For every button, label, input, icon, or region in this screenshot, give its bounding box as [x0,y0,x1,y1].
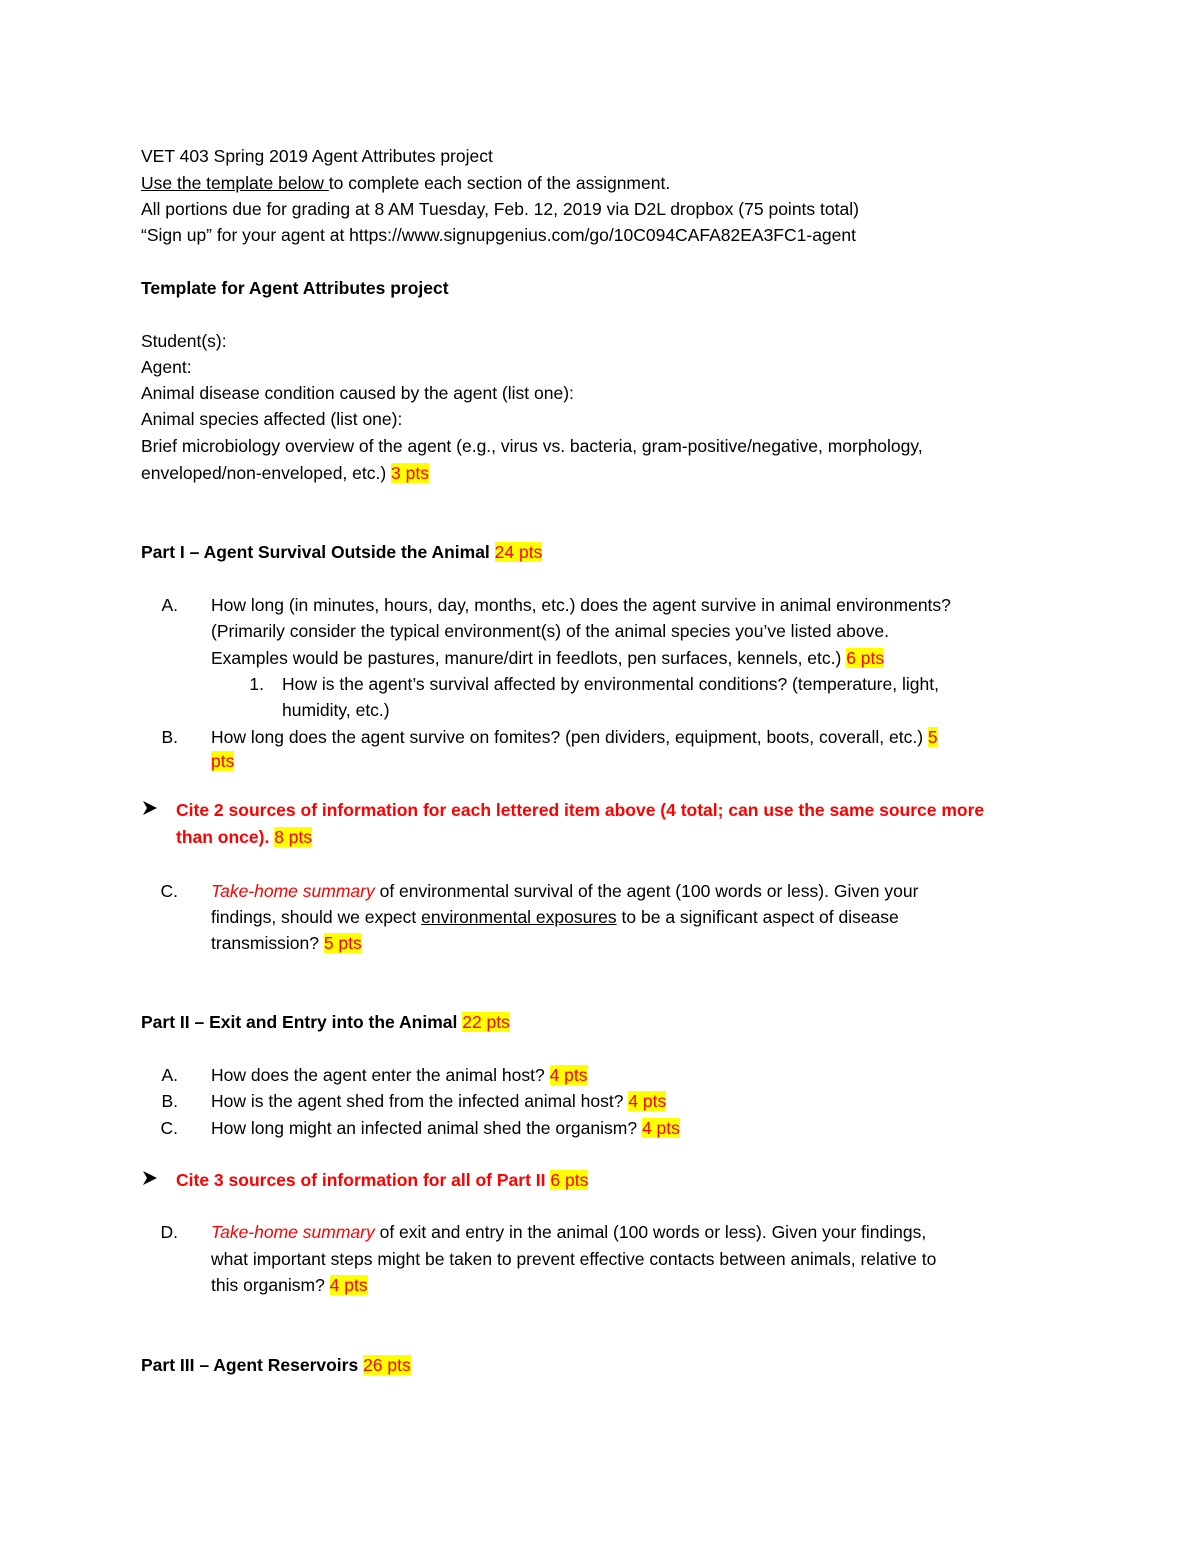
part-2-d-line-3 [211,1274,368,1296]
arrow-bullet-icon [141,1169,159,1192]
points-badge: 3 pts [391,463,429,483]
points-badge: 26 pts [363,1355,411,1375]
template-link-text: Use the template below [141,173,329,193]
points-badge: 6 pts [550,1170,589,1190]
list-marker: B. [161,727,178,747]
part-2-d-line-2: what important steps might be taken to prevent effective contacts between animals, relative to [211,1249,937,1269]
part-1-c-line-2-a: findings, should we expect [211,907,422,927]
field-students: Student(s): [141,331,227,351]
part-1-b-line-2 [211,750,234,772]
part-2-b [211,1090,666,1112]
part-1-a-line-1: How long (in minutes, hours, day, months, etc.) does the agent survive in animal environments? [211,595,951,615]
part-1-c-line-1 [211,880,918,902]
part-1-b-line-1 [211,726,938,748]
part-1-a1-line-1: How is the agent’s survival affected by environmental conditions? (temperature, light, [282,674,939,694]
part-1-c-line-2-b: to be a significant aspect of disease [616,907,899,927]
part-1-c-line-1-text: of environmental survival of the agent (100 words or less). Given your [374,881,919,901]
part-2-d-line-1-text: of exit and entry in the animal (100 words or less). Given your findings, [374,1222,927,1242]
points-badge: 6 pts [846,648,885,668]
part-2-d-line-1 [211,1221,926,1243]
part-1-c-line-2 [211,906,899,928]
header-line-2-rest: to complete each section of the assignment. [328,173,671,193]
points-badge: 5 pts [323,933,362,953]
field-agent: Agent: [141,357,192,377]
part-2-cite [176,1169,588,1191]
field-micro-line-2-text: enveloped/non-enveloped, etc.) [141,463,392,483]
points-badge: 4 pts [641,1118,680,1138]
take-home-summary-label: Take-home summary [211,881,375,901]
template-title: Template for Agent Attributes project [141,278,449,298]
field-species: Animal species affected (list one): [141,409,403,429]
part-2-a-text: How does the agent enter the animal host? [211,1065,550,1085]
part-3-heading [141,1354,411,1376]
field-disease: Animal disease condition caused by the agent (list one): [141,383,574,403]
part-2-cite-text: Cite 3 sources of information for all of Part II [176,1170,551,1190]
part-2-a [211,1064,588,1086]
part-1-cite-line-1: Cite 2 sources of information for each lettered item above (4 total; can use the same source more [176,800,985,820]
list-marker: C. [160,1118,178,1138]
points-badge: 4 pts [628,1091,667,1111]
part-1-a1-line-2: humidity, etc.) [282,700,390,720]
part-2-d-line-3-text: this organism? [211,1275,330,1295]
part-1-c-line-3-text: transmission? [211,933,324,953]
part-1-title: Part I – Agent Survival Outside the Animal [141,542,495,562]
part-1-cite-line-2 [176,826,312,848]
part-1-a-line-3-text: Examples would be pastures, manure/dirt in feedlots, pen surfaces, kennels, etc.) [211,648,847,668]
part-2-heading [141,1011,510,1033]
part-2-b-text: How is the agent shed from the infected animal host? [211,1091,629,1111]
list-marker: A. [161,595,178,615]
header-line-1: VET 403 Spring 2019 Agent Attributes project [141,146,493,166]
part-1-a-line-3 [211,647,884,669]
list-marker: 1. [249,674,264,694]
field-micro-line-2 [141,462,429,484]
part-2-title: Part II – Exit and Entry into the Animal [141,1012,463,1032]
list-marker: A. [161,1065,178,1085]
header-line-4: “Sign up” for your agent at https://www.signupgenius.com/go/10C094CAFA82EA3FC1-agent [141,225,856,245]
list-marker: D. [160,1222,178,1242]
points-badge: 8 pts [274,827,313,847]
part-3-title: Part III – Agent Reservoirs [141,1355,364,1375]
part-1-cite-line-2-text: than once). [176,827,275,847]
header-line-2 [141,172,670,194]
arrow-bullet-icon [141,799,159,822]
points-badge: 4 pts [329,1275,368,1295]
header-line-3: All portions due for grading at 8 AM Tuesday, Feb. 12, 2019 via D2L dropbox (75 points total) [141,199,859,219]
part-1-heading [141,541,542,563]
points-badge: 24 pts [494,542,543,562]
list-marker: C. [160,881,178,901]
list-marker: B. [161,1091,178,1111]
points-badge: pts [211,751,235,771]
part-1-a-line-2: (Primarily consider the typical environment(s) of the animal species you’ve listed above. [211,621,889,641]
part-2-c [211,1117,680,1139]
field-micro-line-1: Brief microbiology overview of the agent (e.g., virus vs. bacteria, gram-positive/negative, morphology, [141,436,923,456]
part-1-b-line-1-text: How long does the agent survive on fomites? (pen dividers, equipment, boots, coverall, etc.) [211,727,928,747]
environmental-exposures-text: environmental exposures [421,907,617,927]
take-home-summary-label: Take-home summary [211,1222,375,1242]
part-1-c-line-3 [211,932,362,954]
points-badge: 5 [927,727,938,747]
points-badge: 4 pts [549,1065,588,1085]
points-badge: 22 pts [462,1012,510,1032]
part-2-c-text: How long might an infected animal shed the organism? [211,1118,642,1138]
